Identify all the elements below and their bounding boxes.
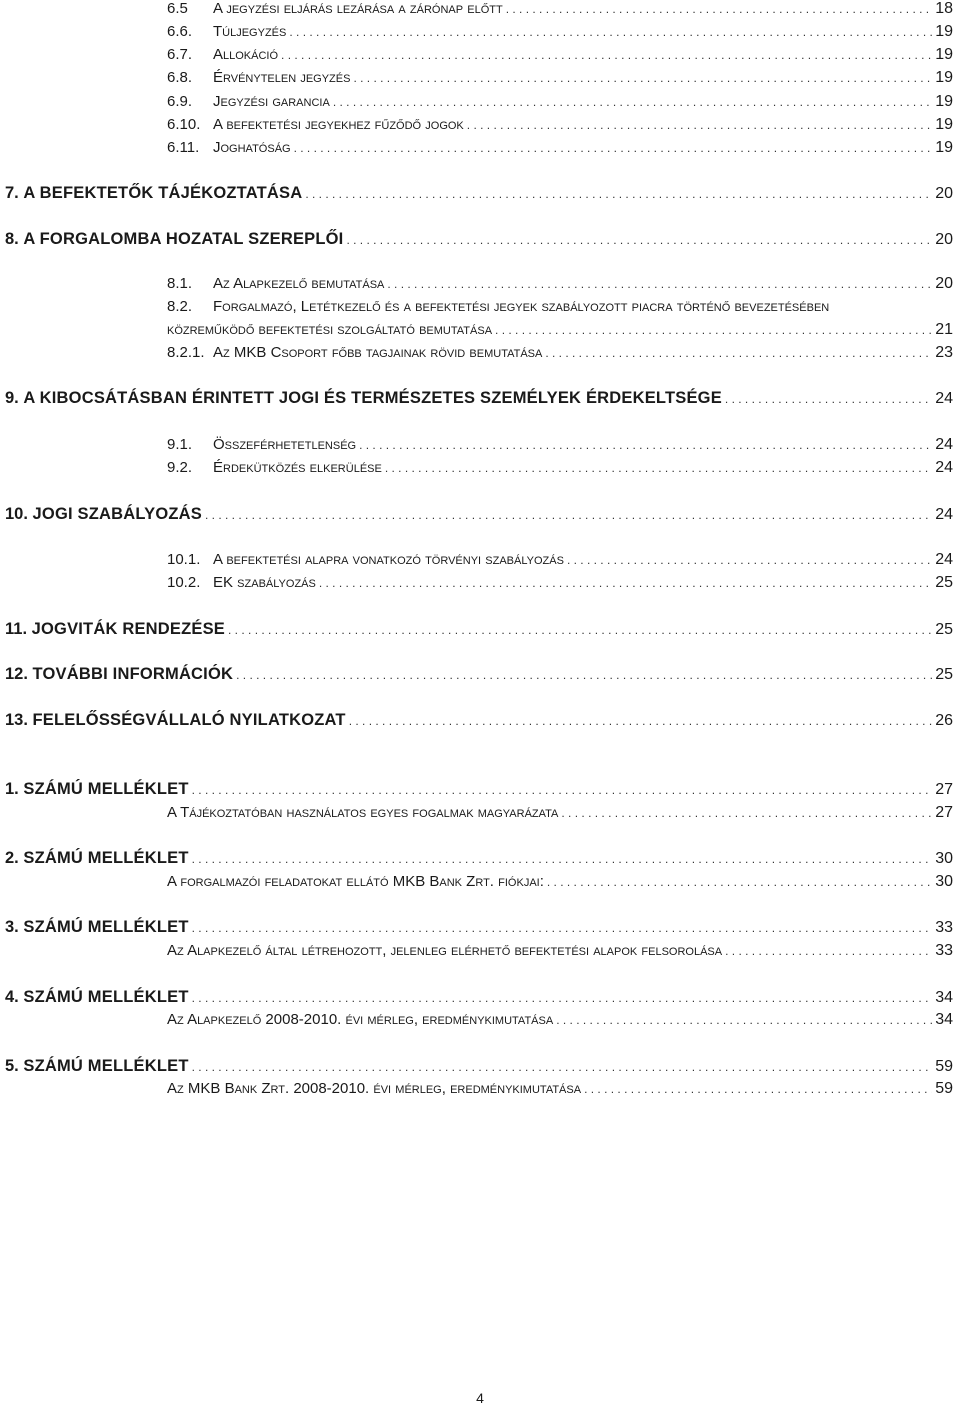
toc-entry[interactable] [167,93,953,111]
dot-leader [353,71,932,85]
toc-chapter-title: A FORGALOMBA HOZATAL SZEREPLŐI [23,230,344,248]
toc-entry-title: Forgalmazó, Letétkezelő és a befektetési jegyek szabályozott piacra történő bevezetésében [213,298,830,315]
toc-entry-page: 19 [935,139,953,156]
toc-chapter-title: A BEFEKTETŐK TÁJÉKOZTATÁSA [23,184,303,202]
toc-entry-number: 6.9. [167,93,193,110]
dot-leader [346,233,932,247]
toc-entry-title: EK szabályozás [213,574,316,591]
toc-entry-title: Allokáció [213,46,279,63]
toc-entry[interactable] [167,69,953,87]
toc-entry-title: Érdekütközés elkerülése [213,459,382,476]
toc-chapter[interactable] [5,665,953,684]
toc-appendix-description-page: 34 [935,1011,953,1028]
dot-leader [359,438,932,452]
toc-entry[interactable] [167,551,953,569]
toc-appendix-description-title: A Tájékoztatóban használatos egyes fogalmak magyarázata [167,804,559,821]
toc-entry-page: 19 [935,46,953,63]
dot-leader [333,95,932,109]
dot-leader [294,141,933,155]
dot-leader [192,783,933,797]
toc-chapter-page: 24 [935,506,953,523]
dot-leader [547,875,932,889]
toc-appendix-page: 30 [935,850,953,867]
toc-entry-number: 8.1. [167,275,193,292]
dot-leader [567,553,932,567]
toc-entry[interactable] [167,344,953,362]
toc-chapter[interactable] [5,230,953,249]
dot-leader [281,48,932,62]
toc-chapter-number: 11. [5,620,28,638]
dot-leader [192,852,933,866]
toc-chapter-number: 10. [5,505,28,523]
toc-chapter-page: 20 [935,185,953,202]
toc-entry-first-line[interactable] [167,298,953,315]
dot-leader [349,714,932,728]
dot-leader [228,623,932,637]
toc-entry-title: Az Alapkezelő bemutatása [213,275,385,292]
toc-appendix-page: 34 [935,989,953,1006]
toc-entry-title: Az MKB Csoport főbb tagjainak rövid bemutatása [213,344,543,361]
dot-leader [584,1082,932,1096]
toc-appendix-title: SZÁMÚ MELLÉKLET [23,780,189,798]
toc-appendix-number: 1. [5,780,19,798]
toc-appendix-description[interactable] [167,804,953,822]
toc-appendix-description-page: 27 [935,804,953,821]
dot-leader [506,2,933,16]
toc-entry-second-line[interactable] [167,321,953,339]
toc-entry-number: 10.1. [167,551,201,568]
toc-entry-number: 8.2. [167,298,193,315]
toc-entry-number: 6.8. [167,69,193,86]
dot-leader [385,461,932,475]
dot-leader [305,187,932,201]
toc-chapter[interactable] [5,711,953,730]
toc-appendix-description[interactable] [167,1080,953,1098]
toc-chapter[interactable] [5,184,953,203]
toc-chapter[interactable] [5,389,953,408]
toc-entry-page: 21 [935,321,953,338]
toc-entry-page: 19 [935,69,953,86]
toc-chapter-page: 24 [935,390,953,407]
toc-chapter-title: JOGVITÁK RENDEZÉSE [31,620,226,638]
toc-entry[interactable] [167,459,953,477]
toc-appendix-page: 27 [935,781,953,798]
toc-appendix-description[interactable] [167,1011,953,1029]
toc-appendix-description-page: 33 [935,942,953,959]
toc-appendix-description-page: 30 [935,873,953,890]
dot-leader [319,576,932,590]
toc-entry-page: 23 [935,344,953,361]
toc-entry[interactable] [167,574,953,592]
toc-appendix-description-page: 59 [935,1080,953,1097]
toc-entry-number: 6.6. [167,23,193,40]
toc-entry[interactable] [167,436,953,454]
toc-appendix-number: 2. [5,849,19,867]
dot-leader [192,991,933,1005]
dot-leader [205,508,932,522]
toc-entry-page: 24 [935,436,953,453]
toc-entry-page: 24 [935,551,953,568]
toc-appendix-number: 5. [5,1057,19,1075]
toc-entry[interactable] [167,275,953,293]
toc-entry-title: Joghatóság [213,139,291,156]
toc-chapter[interactable] [5,505,953,524]
toc-entry-number: 6.10. [167,116,201,133]
toc-chapter-number: 13. [5,711,28,729]
dot-leader [561,806,932,820]
toc-appendix-number: 4. [5,988,19,1006]
toc-entry-page: 24 [935,459,953,476]
toc-entry-title-continued: közreműködő befektetési szolgáltató bemutatása [167,321,493,338]
toc-entry-title: Jegyzési garancia [213,93,330,110]
toc-appendix-description-title: Az Alapkezelő 2008-2010. évi mérleg, eredménykimutatása [167,1011,554,1028]
dot-leader [192,921,933,935]
toc-entry-page: 18 [935,0,953,17]
toc-entry-number: 6.5 [167,0,188,17]
toc-chapter-number: 8. [5,230,19,248]
page-number: 4 [476,1390,484,1406]
toc-chapter-title: JOGI SZABÁLYOZÁS [32,505,202,523]
dot-leader [556,1013,932,1027]
toc-entry-title: A jegyzési eljárás lezárása a zárónap előtt [213,0,503,17]
dot-leader [192,1060,933,1074]
toc-appendix-number: 3. [5,918,19,936]
toc-entry[interactable] [167,0,953,18]
toc-entry-page: 20 [935,275,953,292]
toc-chapter-number: 7. [5,184,19,202]
toc-appendix-page: 59 [935,1058,953,1075]
toc-entry-title: A befektetési alapra vonatkozó törvényi szabályozás [213,551,564,568]
toc-appendix[interactable] [5,780,953,799]
toc-chapter-title: FELELŐSSÉGVÁLLALÓ NYILATKOZAT [32,711,346,729]
toc-entry-number: 6.11. [167,139,200,156]
toc-appendix-description[interactable] [167,873,953,891]
toc-entry-title: A befektetési jegyekhez fűződő jogok [213,116,464,133]
toc-entry-title: Túljegyzés [213,23,287,40]
toc-entry[interactable] [167,139,953,157]
dot-leader [725,944,932,958]
toc-appendix[interactable] [5,849,953,868]
toc-appendix-description-title: Az MKB Bank Zrt. 2008-2010. évi mérleg, eredménykimutatása [167,1080,582,1097]
toc-entry-page: 19 [935,93,953,110]
toc-chapter-title: A KIBOCSÁTÁSBAN ÉRINTETT JOGI ÉS TERMÉSZETES SZEMÉLYEK ÉRDEKELTSÉGE [23,389,722,407]
toc-entry-number: 9.2. [167,459,193,476]
dot-leader [236,668,932,682]
toc-entry-page: 25 [935,574,953,591]
toc-appendix[interactable] [5,988,953,1007]
toc-chapter-page: 25 [935,666,953,683]
toc-chapter-page: 26 [935,712,953,729]
dot-leader [289,25,932,39]
toc-appendix-title: SZÁMÚ MELLÉKLET [23,849,189,867]
toc-appendix-description[interactable] [167,942,953,960]
toc-entry-number: 6.7. [167,46,193,63]
toc-entry-page: 19 [935,23,953,40]
toc-appendix-description-title: A forgalmazói feladatokat ellátó MKB Bank Zrt. fiókjai: [167,873,544,890]
toc-appendix[interactable] [5,918,953,937]
toc-entry[interactable] [167,23,953,41]
toc-appendix-title: SZÁMÚ MELLÉKLET [23,988,189,1006]
toc-chapter-page: 25 [935,621,953,638]
toc-appendix[interactable] [5,1057,953,1076]
dot-leader [495,323,932,337]
dot-leader [725,392,932,406]
toc-appendix-title: SZÁMÚ MELLÉKLET [23,1057,189,1075]
toc-entry-number: 10.2. [167,574,201,591]
toc-appendix-page: 33 [935,919,953,936]
toc-chapter-number: 9. [5,389,19,407]
toc-entry[interactable] [167,116,953,134]
toc-entry[interactable] [167,46,953,64]
toc-chapter-title: TOVÁBBI INFORMÁCIÓK [32,665,234,683]
toc-chapter[interactable] [5,620,953,639]
dot-leader [387,277,932,291]
toc-entry-title: Érvénytelen jegyzés [213,69,351,86]
dot-leader [467,118,932,132]
toc-entry-number: 8.2.1. [167,344,205,361]
toc-entry-number: 9.1. [167,436,193,453]
dot-leader [545,346,932,360]
toc-chapter-number: 12. [5,665,28,683]
toc-entry-page: 19 [935,116,953,133]
toc-appendix-title: SZÁMÚ MELLÉKLET [23,918,189,936]
toc-chapter-page: 20 [935,231,953,248]
toc-appendix-description-title: Az Alapkezelő által létrehozott, jelenleg elérhető befektetési alapok felsorolása [167,942,723,959]
toc-entry-title: Összeférhetetlenség [213,436,357,453]
